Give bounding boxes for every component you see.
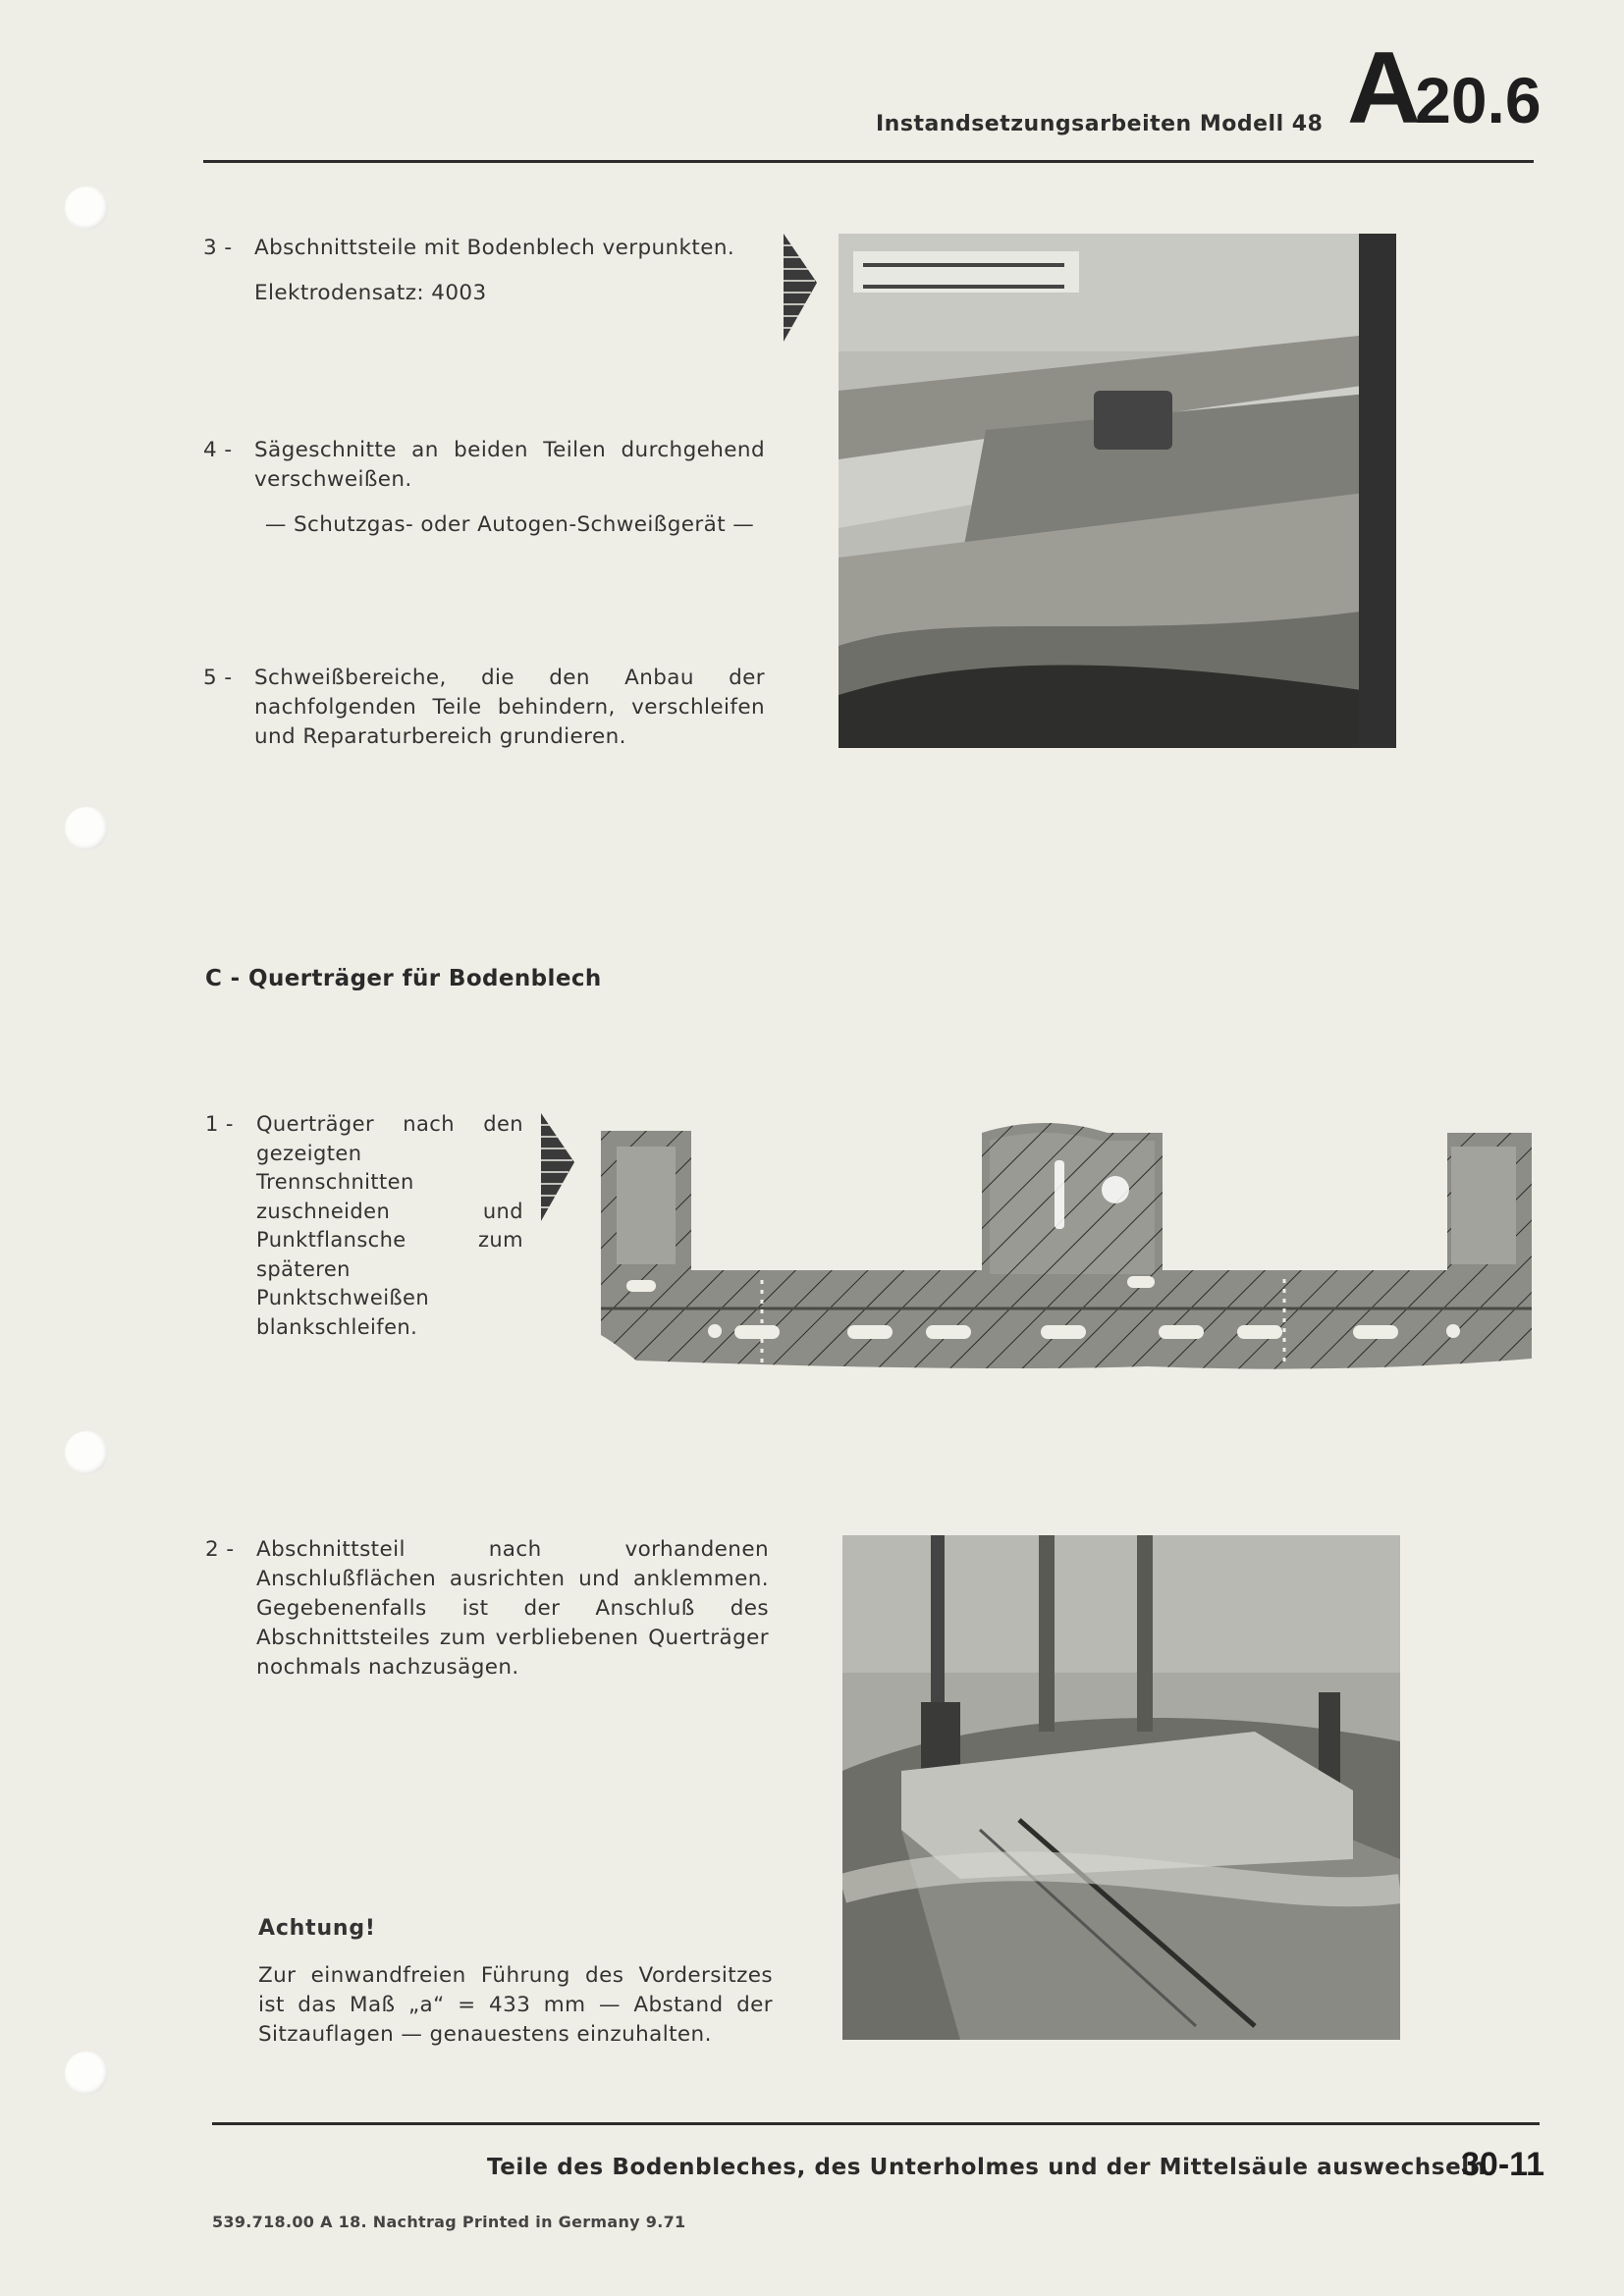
pointer-arrow-icon (784, 234, 817, 342)
section-code (1347, 31, 1542, 145)
step-5 (203, 664, 765, 752)
photo-cross-member (597, 1107, 1534, 1431)
step-text: Abschnittsteil nach vorhandenen Anschlußflächen ausrichten und anklemmen. Gegebenenfalls ist der Anschluß des Abschnittsteiles zum verbliebenen Querträger nochmals nachzusägen. (256, 1537, 769, 1680)
step-text: Abschnittsteile mit Bodenblech verpunkten. (254, 236, 735, 260)
warning-text: Zur einwandfreien Führung des Vordersitzes ist das Maß „a“ = 433 mm — Abstand der Sitzauflagen — genauestens einzuhalten. (258, 1963, 773, 2047)
warning-heading: Achtung! (258, 1916, 376, 1941)
step-number: 4 - (203, 438, 233, 462)
page-number: 30-11 (1461, 2146, 1545, 2183)
section-code-number: 20.6 (1415, 64, 1542, 136)
footer-rule (212, 2122, 1540, 2125)
header-rule (203, 160, 1534, 163)
footer-title: Teile des Bodenbleches, des Unterholmes und der Mittelsäule auswechseln (487, 2155, 1487, 2180)
step-number: 5 - (203, 666, 233, 690)
step-4 (203, 436, 765, 540)
pointer-arrow-icon (541, 1113, 574, 1221)
photo-clamped-section (842, 1535, 1400, 2040)
step-c-2 (205, 1535, 769, 1682)
step-note: Elektrodensatz: 4003 (254, 281, 487, 305)
cross-member-illustration (597, 1107, 1534, 1431)
step-number: 1 - (205, 1112, 234, 1136)
punch-hole (65, 2052, 108, 2095)
step-note: — Schutzgas- oder Autogen-Schweißgerät — (264, 512, 755, 537)
warning-note (258, 1914, 773, 2050)
punch-hole (65, 187, 108, 230)
step-3 (203, 234, 765, 308)
step-number: 3 - (203, 236, 233, 260)
step-c-1 (205, 1110, 523, 1342)
photo-illustration (839, 234, 1396, 748)
step-text: Schweißbereiche, die den Anbau der nachfolgenden Teile behindern, verschleifen und Reparaturbereich grundieren. (254, 666, 765, 749)
punch-hole (65, 807, 108, 850)
step-text: Querträger nach den gezeigten Trennschnitten zuschneiden und Punktflansche zum späteren Punktschweißen blankschleifen. (256, 1112, 523, 1339)
punch-hole (65, 1431, 108, 1474)
section-code-letter: A (1347, 31, 1422, 145)
step-text: Sägeschnitte an beiden Teilen durchgehend verschweißen. (254, 438, 765, 492)
print-info: 539.718.00 A 18. Nachtrag Printed in Germany 9.71 (212, 2213, 686, 2231)
photo-welded-floor-panel (839, 234, 1396, 748)
section-heading: C - Querträger für Bodenblech (205, 966, 602, 991)
header-title: Instandsetzungsarbeiten Modell 48 (876, 112, 1324, 136)
photo-illustration (842, 1535, 1400, 2040)
step-number: 2 - (205, 1537, 235, 1562)
